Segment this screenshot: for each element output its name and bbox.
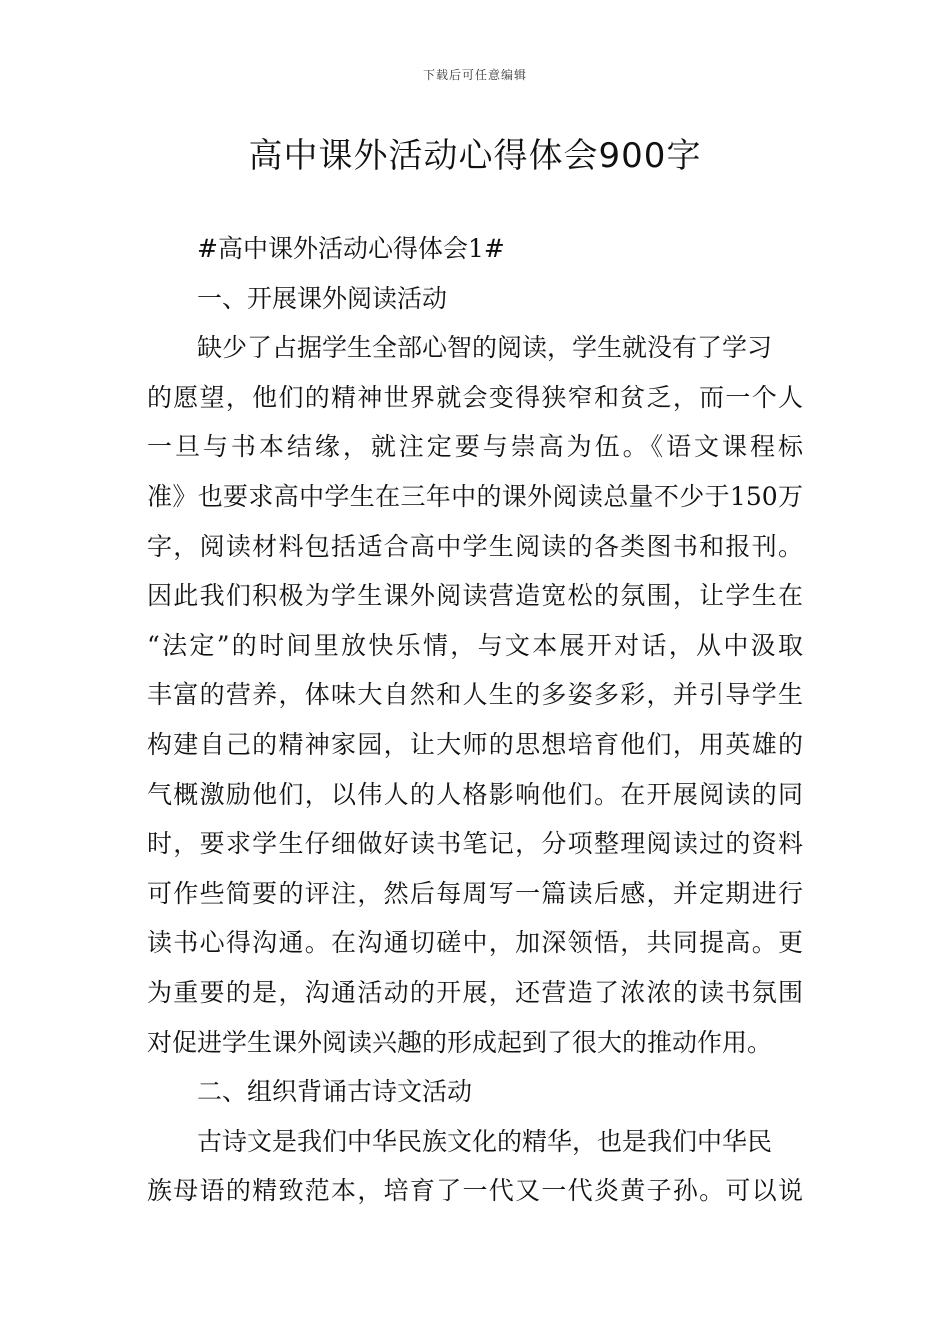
text-line: 古诗文是我们中华民族文化的精华，也是我们中华民	[197, 1126, 773, 1156]
page-header-note: 下载后可任意编辑	[422, 68, 527, 82]
text-line: 对促进学生课外阅读兴趣的形成起到了很大的推动作用。	[147, 1027, 773, 1057]
text-line: 气概激励他们，以伟人的人格影响他们。在开展阅读的同	[147, 779, 803, 809]
text-line: 读书心得沟通。在沟通切磋中，加深领悟，共同提高。更	[147, 928, 803, 958]
text-line: 可作些简要的评注，然后每周写一篇读后感，并定期进行	[147, 878, 803, 908]
text-line: 族母语的精致范本，培育了一代又一代炎黄子孙。可以说	[147, 1176, 803, 1206]
text-line: 字，阅读材料包括适合高中学生阅读的各类图书和报刊。	[147, 531, 803, 561]
text-line: “法定”的时间里放快乐情，与文本展开对话，从中汲取	[147, 630, 803, 660]
text-line: 一、开展课外阅读活动	[197, 283, 448, 313]
text-line: 一旦与书本结缘，就注定要与崇高为伍。《语文课程标	[147, 432, 803, 462]
text-line: 时，要求学生仔细做好读书笔记，分项整理阅读过的资料	[147, 829, 803, 859]
text-line: 为重要的是，沟通活动的开展，还营造了浓浓的读书氛围	[147, 977, 803, 1007]
document-title: 高中课外活动心得体会900字	[248, 136, 702, 176]
text-line: 二、组织背诵古诗文活动	[197, 1077, 473, 1107]
text-line: 丰富的营养，体味大自然和人生的多姿多彩，并引导学生	[147, 680, 803, 710]
text-line: 因此我们积极为学生课外阅读营造宽松的氛围，让学生在	[147, 581, 803, 611]
text-line: 构建自己的精神家园，让大师的思想培育他们，用英雄的	[147, 729, 803, 759]
text-line: 的愿望，他们的精神世界就会变得狭窄和贫乏，而一个人	[147, 382, 803, 412]
document-body	[147, 224, 803, 1216]
text-line: 缺少了占据学生全部心智的阅读，学生就没有了学习	[197, 333, 773, 363]
text-line: 准》也要求高中学生在三年中的课外阅读总量不少于150万	[147, 481, 803, 511]
text-line: #高中课外活动心得体会1#	[197, 234, 505, 263]
